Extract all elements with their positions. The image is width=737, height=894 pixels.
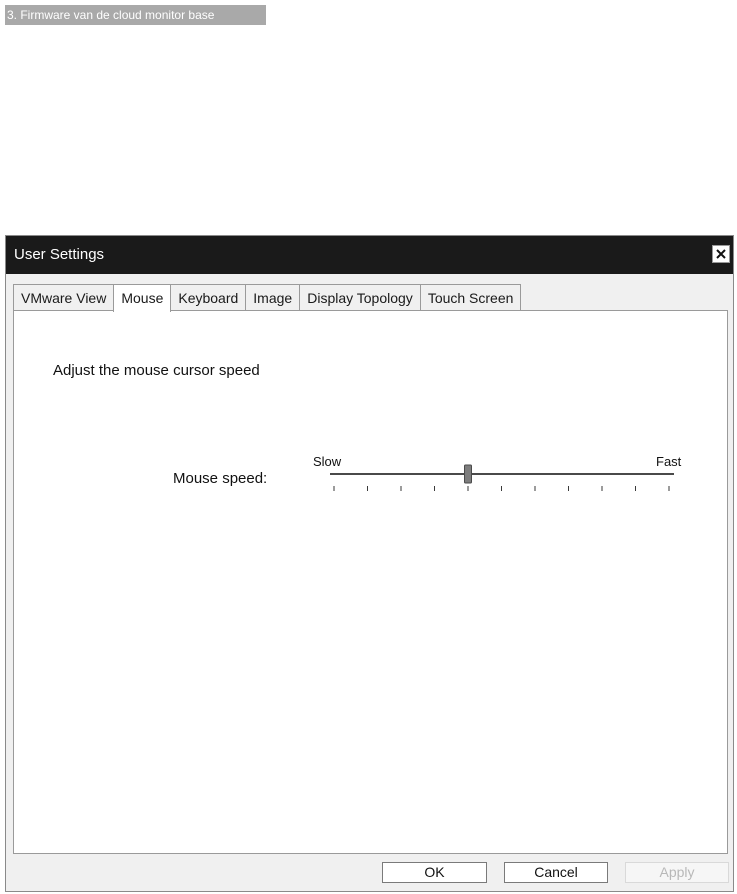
tab-keyboard[interactable]: Keyboard (170, 284, 246, 310)
tab-mouse[interactable]: Mouse (113, 284, 171, 312)
dialog-title: User Settings (14, 246, 105, 263)
slider-ticks (334, 486, 669, 491)
slider-thumb[interactable] (465, 465, 472, 483)
title-bar (6, 236, 733, 274)
tab-vmware-view[interactable]: VMware View (13, 284, 114, 310)
slow-label: Slow (313, 454, 342, 469)
tab-display-topology[interactable]: Display Topology (299, 284, 421, 310)
user-settings-dialog (5, 235, 734, 892)
fast-label: Fast (656, 454, 682, 469)
close-icon (716, 249, 726, 259)
tab-image[interactable]: Image (245, 284, 300, 310)
tab-bar (13, 284, 520, 310)
mouse-description: Adjust the mouse cursor speed (53, 362, 260, 379)
cancel-button[interactable]: Cancel (504, 862, 608, 883)
close-button[interactable] (712, 245, 730, 263)
mouse-speed-label: Mouse speed: (173, 470, 268, 487)
mouse-speed-slider[interactable] (14, 311, 727, 511)
apply-button[interactable]: Apply (625, 862, 729, 883)
tab-touch-screen[interactable]: Touch Screen (420, 284, 522, 310)
ok-button[interactable]: OK (382, 862, 487, 883)
section-label: 3. Firmware van de cloud monitor base (5, 5, 266, 25)
mouse-settings-panel (13, 310, 728, 854)
